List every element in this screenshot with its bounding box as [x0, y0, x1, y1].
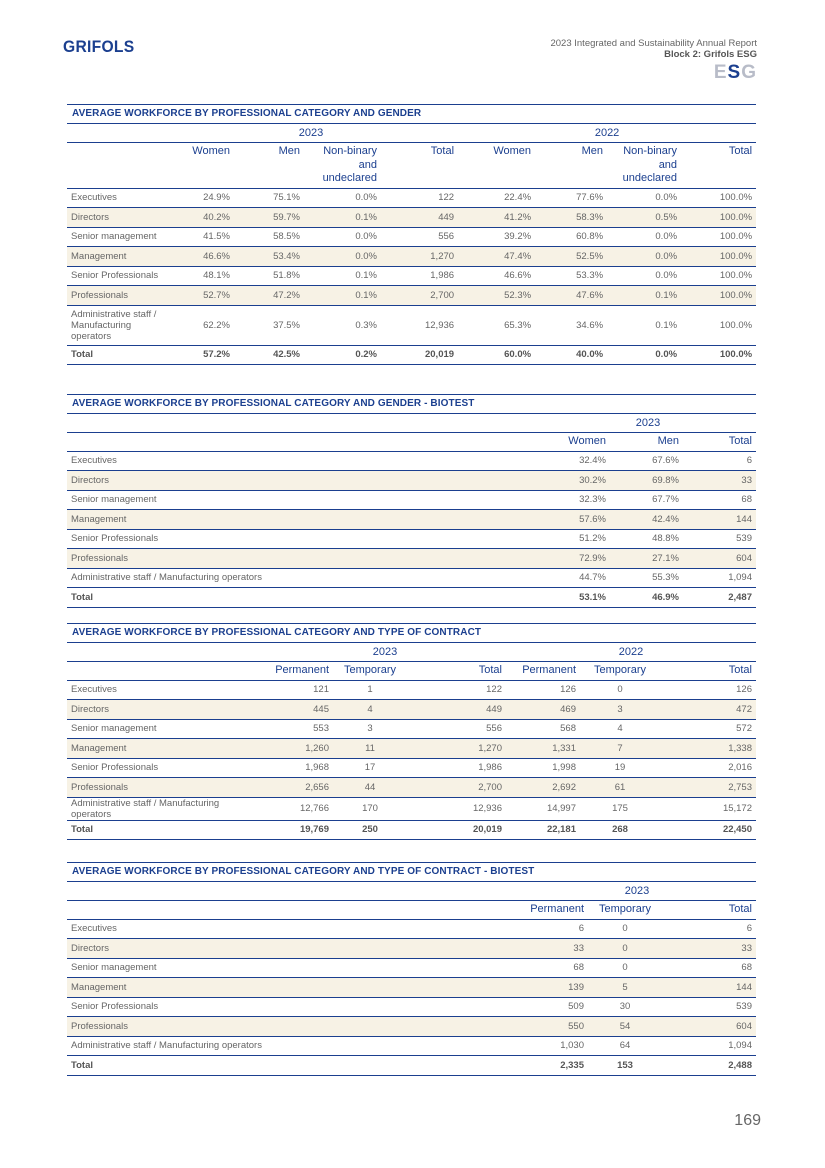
table-cell: 51.8%	[234, 266, 304, 286]
row-label: Directors	[67, 471, 540, 491]
table-cell: 52.5%	[535, 247, 607, 267]
table-cell: 65.3%	[458, 305, 535, 345]
table-row	[67, 778, 756, 798]
table-cell: 144	[662, 978, 756, 998]
table-cell: 509	[518, 997, 588, 1017]
table-cell: 52.3%	[458, 286, 535, 306]
row-label: Senior management	[67, 227, 164, 247]
table-cell: 33	[662, 939, 756, 959]
table-cell: 22,181	[506, 820, 580, 840]
row-label: Senior management	[67, 958, 518, 978]
table-cell: 1,030	[518, 1036, 588, 1056]
table-cell: 58.3%	[535, 208, 607, 228]
table-cell: 0.1%	[607, 286, 681, 306]
table-row	[67, 758, 756, 778]
table-cell: 100.0%	[681, 345, 756, 365]
table-cell: 12,936	[381, 305, 458, 345]
column-header: Women	[540, 433, 610, 452]
column-header: Men	[610, 433, 683, 452]
row-label: Administrative staff / Manufacturing operators	[67, 568, 540, 588]
table-cell: 30	[588, 997, 662, 1017]
table-cell: 7	[580, 739, 660, 759]
table-title: AVERAGE WORKFORCE BY PROFESSIONAL CATEGORY AND TYPE OF CONTRACT - BIOTEST	[67, 862, 756, 882]
total-row	[67, 1056, 756, 1076]
table-cell: 48.1%	[164, 266, 234, 286]
table-cell: 0	[588, 939, 662, 959]
grifols-logo: GRIFOLS	[63, 37, 135, 56]
table-cell: 69.8%	[610, 471, 683, 491]
table-cell: 0.0%	[304, 188, 381, 208]
table-cell: 67.7%	[610, 490, 683, 510]
table-row	[67, 719, 756, 739]
row-label: Executives	[67, 680, 264, 700]
table-contract-section	[67, 623, 756, 840]
table-row	[67, 208, 756, 228]
table-cell: 68	[518, 958, 588, 978]
row-label: Directors	[67, 208, 164, 228]
table-cell: 39.2%	[458, 227, 535, 247]
table-cell: 4	[333, 700, 407, 720]
column-header: Non-binary and undeclared	[607, 143, 681, 189]
table-cell: 572	[660, 719, 756, 739]
column-header: Temporary	[588, 901, 662, 920]
table-cell: 24.9%	[164, 188, 234, 208]
table-row	[67, 529, 756, 549]
table-cell: 12,766	[264, 797, 333, 820]
table-cell: 68	[662, 958, 756, 978]
table-cell: 17	[333, 758, 407, 778]
table-cell: 1,094	[662, 1036, 756, 1056]
table-cell: 2,700	[407, 778, 506, 798]
year-header: 2023	[518, 882, 756, 901]
table-cell: 12,936	[407, 797, 506, 820]
table-cell: 58.5%	[234, 227, 304, 247]
table-cell: 6	[518, 919, 588, 939]
table-cell: 550	[518, 1017, 588, 1037]
page-header	[550, 38, 757, 84]
table-cell: 54	[588, 1017, 662, 1037]
table-cell: 1,331	[506, 739, 580, 759]
row-label: Total	[67, 1056, 518, 1076]
column-header: Total	[407, 662, 506, 681]
table-cell: 568	[506, 719, 580, 739]
table-cell: 1,260	[264, 739, 333, 759]
table-cell: 0	[588, 919, 662, 939]
row-label: Directors	[67, 939, 518, 959]
table-cell: 60.0%	[458, 345, 535, 365]
row-label: Total	[67, 820, 264, 840]
column-header: Women	[458, 143, 535, 189]
table-cell: 0.0%	[607, 188, 681, 208]
table-row	[67, 286, 756, 306]
table-cell: 62.2%	[164, 305, 234, 345]
table-cell: 604	[662, 1017, 756, 1037]
table-cell: 59.7%	[234, 208, 304, 228]
contract-biotest-table	[67, 882, 756, 1076]
year-header: 2022	[458, 124, 756, 143]
table-cell: 0.0%	[607, 247, 681, 267]
table-cell: 469	[506, 700, 580, 720]
table-cell: 121	[264, 680, 333, 700]
table-cell: 27.1%	[610, 549, 683, 569]
table-cell: 1,986	[381, 266, 458, 286]
table-cell: 47.6%	[535, 286, 607, 306]
table-cell: 2,335	[518, 1056, 588, 1076]
row-label: Senior Professionals	[67, 529, 540, 549]
table-cell: 48.8%	[610, 529, 683, 549]
table-row	[67, 510, 756, 530]
table-cell: 604	[683, 549, 756, 569]
table-cell: 5	[588, 978, 662, 998]
table-cell: 250	[333, 820, 407, 840]
table-cell: 0.3%	[304, 305, 381, 345]
table-cell: 4	[580, 719, 660, 739]
total-row	[67, 588, 756, 608]
table-cell: 33	[518, 939, 588, 959]
row-label: Senior Professionals	[67, 266, 164, 286]
table-cell: 122	[407, 680, 506, 700]
table-cell: 0.0%	[304, 227, 381, 247]
table-cell: 44	[333, 778, 407, 798]
table-cell: 175	[580, 797, 660, 820]
table-title: AVERAGE WORKFORCE BY PROFESSIONAL CATEGORY AND GENDER	[67, 104, 756, 124]
table-cell: 37.5%	[234, 305, 304, 345]
row-label: Senior management	[67, 490, 540, 510]
table-cell: 100.0%	[681, 266, 756, 286]
table-row	[67, 266, 756, 286]
table-title: AVERAGE WORKFORCE BY PROFESSIONAL CATEGORY AND TYPE OF CONTRACT	[67, 623, 756, 643]
row-label: Management	[67, 247, 164, 267]
table-cell: 61	[580, 778, 660, 798]
table-row	[67, 227, 756, 247]
table-cell: 126	[660, 680, 756, 700]
table-cell: 1,270	[381, 247, 458, 267]
column-header: Total	[681, 143, 756, 189]
table-cell: 1,270	[407, 739, 506, 759]
table-cell: 22,450	[660, 820, 756, 840]
table-cell: 144	[683, 510, 756, 530]
column-header: Men	[535, 143, 607, 189]
table-cell: 0.0%	[607, 266, 681, 286]
row-label: Directors	[67, 700, 264, 720]
table-cell: 19,769	[264, 820, 333, 840]
row-label: Executives	[67, 451, 540, 471]
table-cell: 472	[660, 700, 756, 720]
table-cell: 153	[588, 1056, 662, 1076]
row-label: Professionals	[67, 778, 264, 798]
table-cell: 268	[580, 820, 660, 840]
table-cell: 22.4%	[458, 188, 535, 208]
table-cell: 449	[407, 700, 506, 720]
row-label: Senior Professionals	[67, 997, 518, 1017]
table-cell: 19	[580, 758, 660, 778]
table-cell: 44.7%	[540, 568, 610, 588]
table-row	[67, 978, 756, 998]
table-cell: 51.2%	[540, 529, 610, 549]
table-cell: 100.0%	[681, 286, 756, 306]
table-row	[67, 490, 756, 510]
table-cell: 11	[333, 739, 407, 759]
report-title: 2023 Integrated and Sustainability Annual Report	[550, 38, 757, 49]
column-header: Total	[381, 143, 458, 189]
table-cell: 32.3%	[540, 490, 610, 510]
table-cell: 14,997	[506, 797, 580, 820]
table-cell: 553	[264, 719, 333, 739]
table-cell: 0.1%	[304, 286, 381, 306]
table-cell: 68	[683, 490, 756, 510]
table-row	[67, 958, 756, 978]
table-cell: 64	[588, 1036, 662, 1056]
table-cell: 0.5%	[607, 208, 681, 228]
row-label: Professionals	[67, 1017, 518, 1037]
table-row	[67, 797, 756, 820]
year-header: 2022	[506, 643, 756, 662]
table-cell: 47.2%	[234, 286, 304, 306]
table-cell: 41.5%	[164, 227, 234, 247]
table-cell: 33	[683, 471, 756, 491]
table-cell: 1	[333, 680, 407, 700]
table-cell: 2,753	[660, 778, 756, 798]
table-cell: 20,019	[381, 345, 458, 365]
table-cell: 46.9%	[610, 588, 683, 608]
total-row	[67, 345, 756, 365]
table-cell: 40.2%	[164, 208, 234, 228]
table-cell: 3	[580, 700, 660, 720]
table-cell: 126	[506, 680, 580, 700]
esg-label	[550, 62, 757, 84]
table-cell: 32.4%	[540, 451, 610, 471]
table-cell: 100.0%	[681, 305, 756, 345]
row-label: Management	[67, 739, 264, 759]
table-row	[67, 305, 756, 345]
table-cell: 2,016	[660, 758, 756, 778]
table-cell: 0.1%	[304, 208, 381, 228]
table-cell: 0	[580, 680, 660, 700]
table-row	[67, 568, 756, 588]
table-cell: 1,968	[264, 758, 333, 778]
table-cell: 556	[407, 719, 506, 739]
table-cell: 6	[662, 919, 756, 939]
table-row	[67, 247, 756, 267]
table-cell: 46.6%	[164, 247, 234, 267]
table-row	[67, 451, 756, 471]
table-cell: 139	[518, 978, 588, 998]
row-label: Total	[67, 345, 164, 365]
table-cell: 122	[381, 188, 458, 208]
column-header: Permanent	[506, 662, 580, 681]
table-cell: 47.4%	[458, 247, 535, 267]
column-header: Women	[164, 143, 234, 189]
table-cell: 2,692	[506, 778, 580, 798]
column-header: Total	[683, 433, 756, 452]
column-header: Temporary	[580, 662, 660, 681]
table-cell: 100.0%	[681, 188, 756, 208]
table-row	[67, 700, 756, 720]
table-row	[67, 1017, 756, 1037]
page-number: 169	[734, 1112, 761, 1129]
table-cell: 556	[381, 227, 458, 247]
table-row	[67, 739, 756, 759]
table-cell: 1,094	[683, 568, 756, 588]
table-cell: 1,338	[660, 739, 756, 759]
table-cell: 53.4%	[234, 247, 304, 267]
table-row	[67, 1036, 756, 1056]
esg-g: G	[741, 62, 757, 83]
table-cell: 53.3%	[535, 266, 607, 286]
table-cell: 0.0%	[607, 345, 681, 365]
table-row	[67, 471, 756, 491]
table-cell: 55.3%	[610, 568, 683, 588]
table-cell: 57.6%	[540, 510, 610, 530]
row-label: Administrative staff / Manufacturing operators	[67, 1036, 518, 1056]
table-cell: 0.1%	[607, 305, 681, 345]
table-cell: 34.6%	[535, 305, 607, 345]
row-label: Senior Professionals	[67, 758, 264, 778]
table-cell: 46.6%	[458, 266, 535, 286]
column-header: Total	[660, 662, 756, 681]
table-cell: 3	[333, 719, 407, 739]
table-title: AVERAGE WORKFORCE BY PROFESSIONAL CATEGORY AND GENDER - BIOTEST	[67, 394, 756, 414]
table-cell: 2,487	[683, 588, 756, 608]
table-gender-biotest-section	[67, 394, 756, 608]
table-cell: 445	[264, 700, 333, 720]
row-label: Executives	[67, 919, 518, 939]
row-label: Management	[67, 978, 518, 998]
table-cell: 60.8%	[535, 227, 607, 247]
table-cell: 170	[333, 797, 407, 820]
table-cell: 57.2%	[164, 345, 234, 365]
table-cell: 0.0%	[607, 227, 681, 247]
table-cell: 2,656	[264, 778, 333, 798]
table-cell: 1,986	[407, 758, 506, 778]
table-cell: 539	[662, 997, 756, 1017]
table-cell: 449	[381, 208, 458, 228]
column-header: Total	[662, 901, 756, 920]
table-cell: 100.0%	[681, 208, 756, 228]
row-label: Administrative staff / Manufacturing operators	[67, 305, 164, 345]
row-label: Senior management	[67, 719, 264, 739]
table-cell: 2,700	[381, 286, 458, 306]
table-cell: 0.2%	[304, 345, 381, 365]
row-label: Executives	[67, 188, 164, 208]
contract-table	[67, 643, 756, 840]
total-row	[67, 820, 756, 840]
gender-biotest-table	[67, 414, 756, 608]
table-row	[67, 680, 756, 700]
column-header: Non-binary and undeclared	[304, 143, 381, 189]
table-cell: 30.2%	[540, 471, 610, 491]
table-row	[67, 188, 756, 208]
table-cell: 100.0%	[681, 227, 756, 247]
table-cell: 0	[588, 958, 662, 978]
table-cell: 100.0%	[681, 247, 756, 267]
table-cell: 75.1%	[234, 188, 304, 208]
table-cell: 42.4%	[610, 510, 683, 530]
table-cell: 6	[683, 451, 756, 471]
gender-table	[67, 124, 756, 365]
row-label: Total	[67, 588, 540, 608]
table-row	[67, 939, 756, 959]
row-label: Professionals	[67, 286, 164, 306]
table-cell: 72.9%	[540, 549, 610, 569]
block-title: Block 2: Grifols ESG	[664, 49, 757, 60]
esg-e: E	[713, 62, 728, 83]
table-cell: 15,172	[660, 797, 756, 820]
year-header: 2023	[264, 643, 506, 662]
row-label: Management	[67, 510, 540, 530]
table-cell: 2,488	[662, 1056, 756, 1076]
table-cell: 1,998	[506, 758, 580, 778]
table-cell: 0.1%	[304, 266, 381, 286]
column-header: Men	[234, 143, 304, 189]
table-cell: 67.6%	[610, 451, 683, 471]
table-cell: 41.2%	[458, 208, 535, 228]
table-cell: 53.1%	[540, 588, 610, 608]
table-row	[67, 549, 756, 569]
row-label: Administrative staff / Manufacturing operators	[67, 797, 264, 820]
table-contract-biotest-section	[67, 862, 756, 1076]
column-header: Permanent	[264, 662, 333, 681]
table-cell: 52.7%	[164, 286, 234, 306]
table-gender-section	[67, 104, 756, 365]
column-header: Temporary	[333, 662, 407, 681]
table-cell: 539	[683, 529, 756, 549]
table-cell: 77.6%	[535, 188, 607, 208]
table-cell: 20,019	[407, 820, 506, 840]
table-row	[67, 919, 756, 939]
table-cell: 0.0%	[304, 247, 381, 267]
esg-s: S	[727, 62, 742, 83]
column-header: Permanent	[518, 901, 588, 920]
year-header: 2023	[164, 124, 458, 143]
table-row	[67, 997, 756, 1017]
row-label: Professionals	[67, 549, 540, 569]
year-header: 2023	[540, 414, 756, 433]
table-cell: 42.5%	[234, 345, 304, 365]
table-cell: 40.0%	[535, 345, 607, 365]
